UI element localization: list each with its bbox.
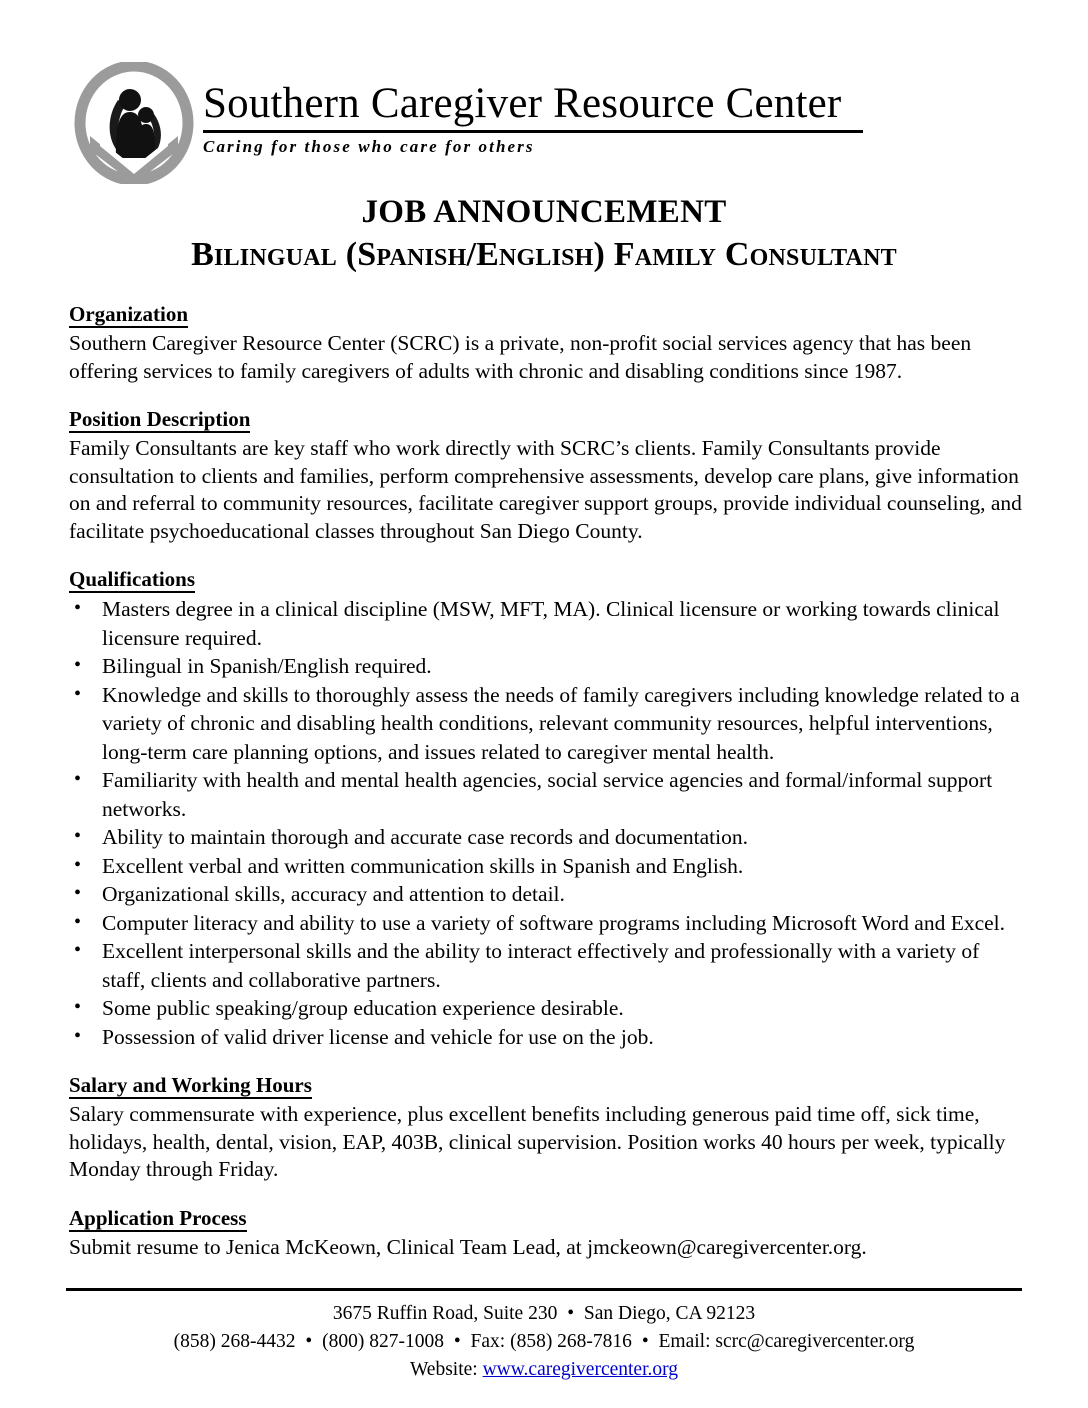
page-subtitle: Bilingual (Spanish/English) Family Consultant (191, 236, 897, 273)
list-item: • Excellent interpersonal skills and the ability to interact effectively and professionally with a variety of staff, clients and collaborative partners. (69, 937, 1024, 994)
organization-name: Southern Caregiver Resource Center (203, 80, 863, 133)
list-item: • Knowledge and skills to thoroughly assess the needs of family caregivers including knowledge related to a variety of chronic and disabling health conditions, relevant community resources, helpful interventions, long-term care planning options, and issues related to caregiver mental health. (69, 681, 1024, 767)
page-title: JOB ANNOUNCEMENT (361, 194, 727, 230)
footer-phone-primary: (858) 268-4432 (173, 1331, 296, 1352)
footer-phone-toll-free: (800) 827-1008 (322, 1331, 444, 1352)
qualifications-list (69, 595, 1024, 1051)
section-body-application-process: Submit resume to Jenica McKeown, Clinical Team Lead, at jmckeown@caregivercenter.org. (69, 1234, 867, 1259)
section-body-position-description: Family Consultants are key staff who work directly with SCRC’s clients. Family Consultants provide consultation to clients and families, perform comprehensive assessments, develop care plans, give information on and referral to community resources, facilitate caregiver support groups, provide individual counseling, and facilitate psychoeducational classes throughout San Diego County. (69, 436, 1022, 543)
section-heading-qualifications: Qualifications (69, 567, 196, 591)
section-qualifications (69, 567, 1024, 1051)
section-heading-organization: Organization (69, 302, 188, 326)
section-position-description (69, 407, 1024, 545)
footer-divider (66, 1288, 1022, 1291)
document-body (64, 302, 1024, 1261)
bullet-separator-icon: • (453, 1331, 461, 1352)
footer-email: Email: scrc@caregivercenter.org (658, 1331, 915, 1352)
section-heading-salary: Salary and Working Hours (69, 1073, 312, 1097)
footer-website-link[interactable]: www.caregivercenter.org (482, 1359, 679, 1380)
organization-name-block (203, 80, 863, 157)
section-heading-position-description: Position Description (69, 407, 251, 431)
footer-city-state-zip: San Diego, CA 92123 (583, 1303, 756, 1324)
list-item: • Computer literacy and ability to use a variety of software programs including Microsoft Word and Excel. (69, 909, 1024, 938)
footer-fax: Fax: (858) 268-7816 (470, 1331, 632, 1352)
list-item: • Possession of valid driver license and vehicle for use on the job. (69, 1023, 1024, 1052)
section-heading-application-process: Application Process (69, 1205, 247, 1230)
bullet-separator-icon: • (567, 1303, 575, 1324)
section-organization (69, 302, 1024, 385)
list-item: • Some public speaking/group education experience desirable. (69, 994, 1024, 1023)
list-item: • Ability to maintain thorough and accurate case records and documentation. (69, 823, 1024, 852)
list-item: • Familiarity with health and mental health agencies, social service agencies and formal/informal support networks. (69, 766, 1024, 823)
footer-street-address: 3675 Ruffin Road, Suite 230 (332, 1303, 558, 1324)
document-header (0, 0, 1088, 185)
bullet-separator-icon: • (641, 1331, 649, 1352)
section-application-process (69, 1206, 1024, 1262)
list-item: • Masters degree in a clinical discipline (MSW, MFT, MA). Clinical licensure or working towards clinical licensure required. (69, 595, 1024, 652)
list-item: • Organizational skills, accuracy and attention to detail. (69, 880, 1024, 909)
footer-website-label: Website: (409, 1359, 478, 1380)
section-body-salary: Salary commensurate with experience, plus excellent benefits including generous paid time off, sick time, holidays, health, dental, vision, EAP, 403B, clinical supervision. Position works 40 hours per week, typically Monday through Friday. (69, 1102, 1006, 1181)
footer-website-line (0, 1356, 1088, 1384)
organization-tagline: Caring for those who care for others (203, 137, 535, 156)
list-item: • Excellent verbal and written communication skills in Spanish and English. (69, 852, 1024, 881)
list-item: • Bilingual in Spanish/English required. (69, 652, 1024, 681)
section-body-organization: Southern Caregiver Resource Center (SCRC) is a private, non-profit social services agency that has been offering services to family caregivers of adults with chronic and disabling conditions since 1987. (69, 331, 972, 383)
footer-address-line (0, 1300, 1088, 1328)
scrc-logo (74, 62, 194, 184)
footer-contact-line (0, 1328, 1088, 1356)
bullet-separator-icon: • (305, 1331, 313, 1352)
section-salary-and-working-hours (69, 1073, 1024, 1184)
document-footer (0, 1300, 1088, 1384)
